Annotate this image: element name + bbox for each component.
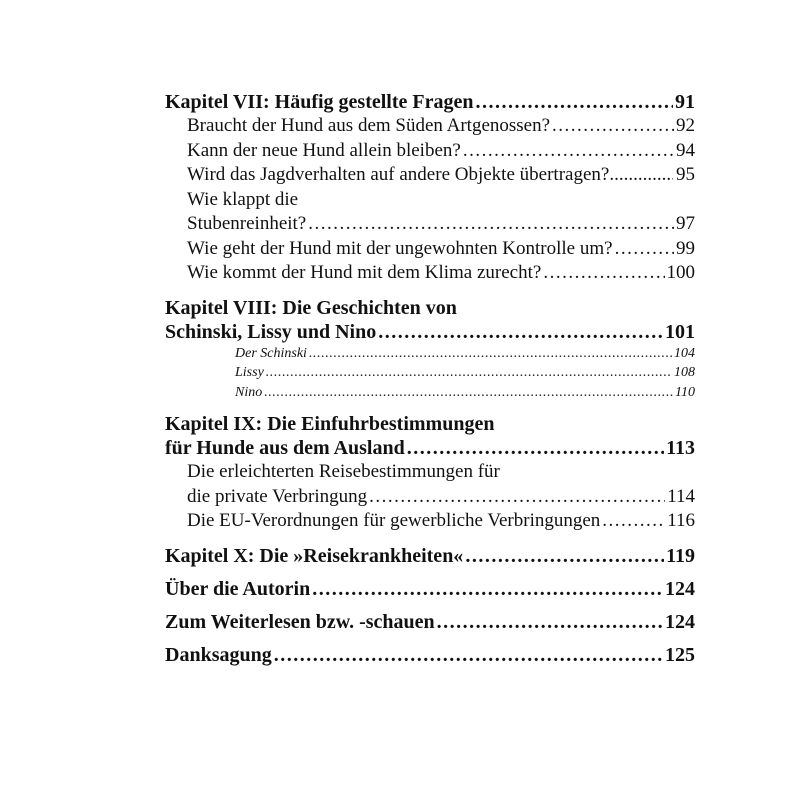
toc-chapter-7[interactable] xyxy=(165,90,695,114)
toc-entry[interactable] xyxy=(165,139,695,164)
toc-page-number: 104 xyxy=(674,345,695,361)
toc-entry[interactable] xyxy=(165,114,695,139)
toc-chapter-9[interactable] xyxy=(165,436,695,460)
toc-page-number: 99 xyxy=(676,237,695,259)
toc-about-author[interactable] xyxy=(165,577,695,601)
spacer xyxy=(165,601,695,610)
toc-entry-title: Stubenreinheit? xyxy=(187,213,307,234)
toc-page-number: 114 xyxy=(667,485,695,507)
toc-entry-title: Nino xyxy=(235,384,263,400)
toc-entry-title: Schinski, Lissy und Nino xyxy=(165,320,377,343)
toc-entry[interactable] xyxy=(165,383,695,403)
toc-entry-title: Wie kommt der Hund mit dem Klima zurecht? xyxy=(187,262,542,283)
toc-page-number: 101 xyxy=(665,320,695,343)
toc-entry-title: Kapitel X: Die »Reisekrankheiten« xyxy=(165,544,464,567)
dot-leader xyxy=(602,509,665,534)
dot-leader xyxy=(543,261,664,286)
dot-leader xyxy=(378,320,663,344)
toc-entry-title: die private Verbringung xyxy=(187,485,368,507)
toc-page-number: 125 xyxy=(665,643,695,666)
toc-page-number: 91 xyxy=(675,91,695,113)
toc-entry-title: Über die Autorin xyxy=(165,577,311,600)
table-of-contents xyxy=(165,90,695,667)
dot-leader xyxy=(308,212,674,237)
toc-chapter-8[interactable] xyxy=(165,320,695,344)
toc-entry[interactable] xyxy=(165,509,695,534)
toc-entry[interactable] xyxy=(165,261,695,286)
dot-leader xyxy=(312,577,663,601)
spacer xyxy=(165,402,695,412)
spacer xyxy=(165,286,695,296)
dot-leader xyxy=(614,163,673,188)
dot-leader xyxy=(309,344,672,364)
spacer xyxy=(165,534,695,544)
toc-entry[interactable] xyxy=(165,212,695,237)
dot-leader xyxy=(615,237,674,262)
toc-entry[interactable] xyxy=(165,163,695,188)
toc-entry[interactable] xyxy=(165,363,695,383)
dot-leader xyxy=(437,610,663,634)
toc-chapter-9-title-line: Kapitel IX: Die Einfuhrbestimmungen xyxy=(165,413,495,435)
toc-entry[interactable] xyxy=(165,237,695,262)
toc-entry-title: Der Schinski xyxy=(235,345,307,361)
toc-page-number: 97 xyxy=(676,213,695,234)
toc-further-reading[interactable] xyxy=(165,610,695,634)
toc-entry-title: Danksagung xyxy=(165,643,272,666)
dot-leader xyxy=(264,383,673,403)
toc-page-number: 110 xyxy=(675,384,695,400)
dot-leader xyxy=(475,90,673,114)
toc-page-number: 94 xyxy=(676,139,695,161)
toc-entry-title-line: Wie klappt die xyxy=(187,188,299,210)
toc-page-number: 108 xyxy=(674,365,695,380)
toc-page-number: 113 xyxy=(666,437,695,459)
dot-leader xyxy=(465,544,664,568)
toc-acknowledgements[interactable] xyxy=(165,643,695,667)
dot-leader xyxy=(274,643,663,667)
dot-leader xyxy=(407,436,664,460)
spacer xyxy=(165,568,695,577)
toc-entry[interactable] xyxy=(165,485,695,510)
toc-entry-title: Wie geht der Hund mit der ungewohnten Kontrolle um? xyxy=(187,237,613,259)
dot-leader xyxy=(552,114,674,139)
toc-entry-title: Kann der neue Hund allein bleiben? xyxy=(187,139,461,161)
toc-chapter-10[interactable] xyxy=(165,544,695,568)
dot-leader xyxy=(266,363,672,383)
toc-entry-title: Braucht der Hund aus dem Süden Artgenossen? xyxy=(187,115,551,136)
toc-page-number: 92 xyxy=(676,115,695,136)
toc-page-number: 95 xyxy=(676,164,695,185)
toc-entry-title: Die EU-Verordnungen für gewerbliche Verbringungen xyxy=(187,510,601,531)
spacer xyxy=(165,634,695,643)
toc-entry-title: Zum Weiterlesen bzw. -schauen xyxy=(165,610,435,633)
toc-page-number: 124 xyxy=(665,577,695,600)
toc-chapter-8-title-line: Kapitel VIII: Die Geschichten von xyxy=(165,296,457,319)
toc-page-number: 116 xyxy=(667,510,695,531)
dot-leader xyxy=(369,485,665,510)
toc-entry-title-line: Die erleichterten Reisebestimmungen für xyxy=(187,461,500,482)
toc-entry-title: für Hunde aus dem Ausland xyxy=(165,437,405,459)
toc-page-number: 100 xyxy=(666,262,695,283)
toc-entry-title: Kapitel VII: Häufig gestellte Fragen xyxy=(165,91,474,113)
toc-entry-title: Lissy xyxy=(235,365,264,380)
toc-page-number: 124 xyxy=(665,610,695,633)
toc-entry[interactable] xyxy=(165,344,695,364)
toc-page-number: 119 xyxy=(666,544,695,567)
dot-leader xyxy=(463,139,674,164)
toc-entry-title: Wird das Jagdverhalten auf andere Objekte übertragen?. xyxy=(187,164,615,185)
